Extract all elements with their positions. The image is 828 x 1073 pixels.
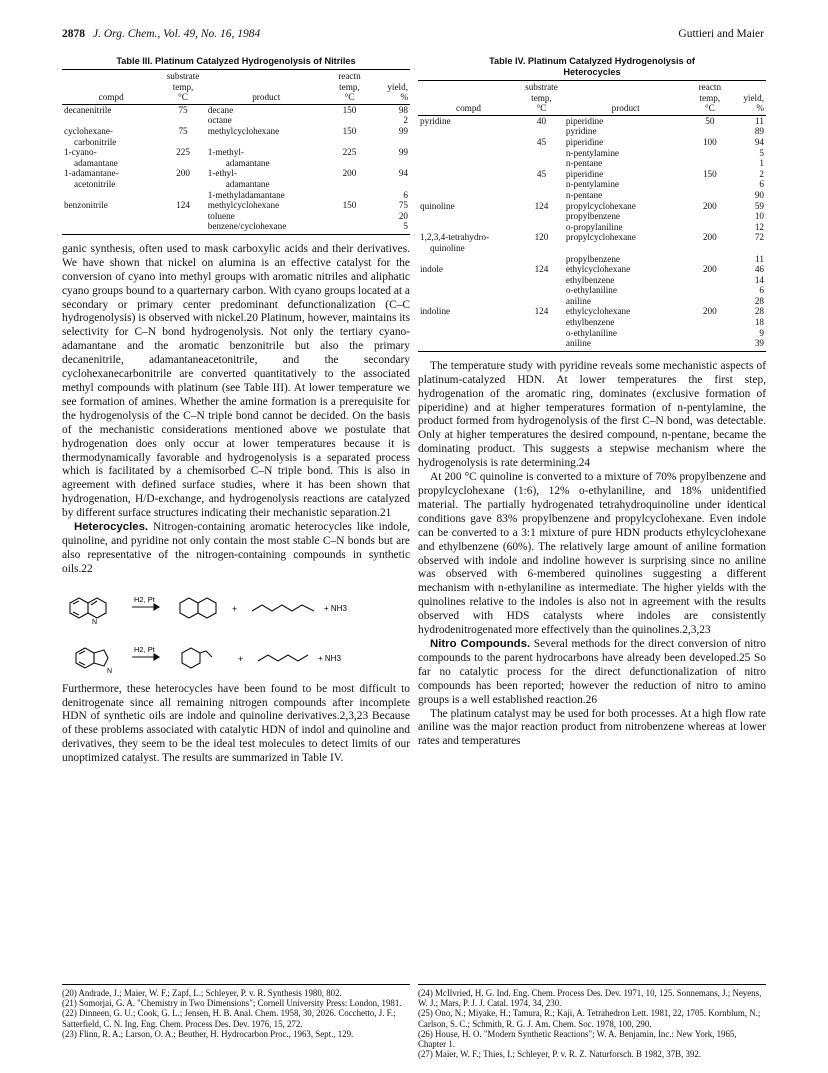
cell-substrate-temp: 225 (176, 147, 190, 158)
cell-compd: cyclohexane- (64, 125, 113, 136)
cell-compd (418, 169, 519, 180)
cell-substrate-temp (160, 221, 205, 234)
table3-header-unit: °C (160, 92, 205, 104)
cell-substrate-temp: 45 (536, 168, 547, 179)
cell-product: 1-ethyl- (207, 168, 237, 179)
cell-reactn-temp (687, 158, 732, 169)
cell-product: benzene/cyclohexane (206, 221, 327, 234)
cell-reactn-temp (687, 317, 732, 328)
cell-reactn-temp (687, 179, 732, 190)
cell-compd (418, 254, 519, 265)
left-body (62, 243, 410, 577)
cell-substrate-temp (519, 158, 564, 169)
cell-reactn-temp (687, 254, 732, 265)
table3-header-unit2: °C (327, 92, 372, 104)
reference: (27) Maier, W. F.; Thies, I.; Schleyer, P. v. R. Z. Naturforsch. B 1982, 37B, 392. (418, 1049, 702, 1060)
table-row (418, 137, 766, 148)
cell-compd: decanenitrile (64, 104, 112, 115)
cell-product: propylcyclohexane (565, 200, 636, 211)
cell-yield: 28 (754, 306, 764, 317)
table-row (62, 221, 410, 234)
cell-yield (372, 158, 410, 169)
cell-yield: 72 (754, 232, 764, 243)
cell-reactn-temp (687, 243, 732, 254)
cell-compd (62, 190, 160, 201)
table4 (418, 80, 766, 352)
cell-product: n-pentylamine (565, 147, 619, 158)
cell-product: ethylbenzene (565, 317, 615, 328)
table-row (62, 126, 410, 137)
cell-substrate-temp (160, 115, 205, 126)
cell-product: n-pentylamine (565, 179, 619, 190)
cell-product: aniline (565, 295, 591, 306)
table3-header-temp: temp, (172, 81, 194, 92)
page-header (62, 28, 764, 44)
cell-product: 1-methyladamantane (207, 189, 285, 200)
cell-substrate-temp: 45 (536, 136, 547, 147)
cell-product: ethylcyclohexane (565, 264, 631, 275)
cell-reactn-temp (327, 179, 372, 190)
cell-yield: 20 (398, 210, 408, 221)
table4-header-temp2: temp, (699, 92, 721, 103)
cell-product: toluene (207, 210, 235, 221)
cell-compd (418, 317, 519, 328)
right-column (418, 56, 766, 749)
cell-yield: 46 (754, 264, 764, 275)
cell-reactn-temp: 200 (702, 264, 717, 275)
table3-header-compd: compd (62, 92, 160, 104)
cell-compd: benzonitrile (64, 200, 108, 211)
table4-header-yield: yield, (743, 92, 764, 103)
cell-compd (418, 275, 519, 286)
cell-compd (418, 222, 519, 233)
table-row (62, 200, 410, 211)
plus-sign: + (238, 653, 244, 664)
cell-reactn-temp (687, 148, 732, 159)
cell-product: piperidine (565, 168, 604, 179)
cell-product: ethylcyclohexane (565, 306, 631, 317)
cell-compd (62, 115, 160, 126)
cell-reactn-temp (327, 158, 372, 169)
cell-yield (372, 137, 410, 148)
cell-substrate-temp (519, 296, 564, 307)
cell-substrate-temp: 200 (176, 168, 190, 179)
cell-product: adamantane (225, 178, 270, 189)
cell-product: aniline (564, 338, 687, 351)
table-row (418, 148, 766, 159)
cell-product: adamantane (225, 157, 270, 168)
table3-header-substrate: substrate (160, 70, 205, 82)
cell-yield: 2 (403, 115, 408, 126)
cell-substrate-temp (519, 254, 564, 265)
cell-yield: 28 (754, 295, 764, 306)
reference: (25) Ono, N.; Miyake, H.; Tamura, R.; Kaji, A. Tetrahedron Lett. 1981, 22, 1705. Kornblum, N.; Carlson, S. C.; Schmith, R. G. J. Am. Chem. Soc. 1978, 100, 290. (418, 1008, 761, 1029)
left-body-after-scheme (62, 683, 410, 766)
cell-yield: 11 (755, 115, 764, 126)
header-left (62, 28, 260, 40)
reaction-scheme (62, 581, 410, 679)
cell-reactn-temp: 200 (702, 200, 717, 211)
cell-yield: 6 (759, 179, 764, 190)
cell-substrate-temp: 120 (534, 232, 549, 243)
table-row (62, 179, 410, 190)
cell-substrate-temp (519, 317, 564, 328)
cell-substrate-temp: 124 (176, 200, 190, 211)
cell-product: methylcyclohexane (207, 125, 280, 136)
table-row (418, 169, 766, 180)
nitro-paragraph (418, 638, 766, 708)
table-row (418, 232, 766, 243)
table-row (62, 190, 410, 201)
cell-substrate-temp (160, 190, 205, 201)
cell-substrate-temp (160, 179, 205, 190)
cell-yield: 11 (755, 253, 764, 264)
cell-reactn-temp (687, 126, 732, 137)
cell-compd (418, 338, 519, 351)
cell-reactn-temp (687, 328, 732, 339)
cell-yield: 99 (398, 125, 408, 136)
cell-substrate-temp (519, 222, 564, 233)
table4-header-substrate: substrate (519, 81, 564, 93)
cell-product: piperidine (565, 136, 604, 147)
table3-body (62, 104, 410, 234)
reference: (24) McIlvried, H. G. Ind. Eng. Chem. Process Des. Dev. 1971, 10, 125. Sonnemans, J.; Neyens, W. J.; Mars, P. J. J. Catal. 1974, 34, 230. (418, 988, 762, 1009)
cell-compd (418, 148, 519, 159)
cell-compd: carbonitrile (74, 136, 117, 147)
cell-substrate-temp (160, 211, 205, 222)
table-row (418, 296, 766, 307)
cell-compd (418, 158, 519, 169)
cell-reactn-temp: 200 (342, 168, 357, 179)
cell-yield: 18 (754, 317, 764, 328)
table4-header-unit: °C (519, 103, 564, 115)
cell-yield: 12 (754, 221, 764, 232)
paragraph-text: Nitrogen-containing aromatic heterocycles like indole, quinoline, and pyridine not only contain the most stable C–N bonds but are also representative of the nitrogen-containing compounds in synthetic oils.22 (62, 521, 410, 575)
table-row (418, 243, 766, 254)
cell-reactn-temp: 150 (342, 125, 357, 136)
right-body (418, 360, 766, 749)
reference: (21) Somorjai, G. A. "Chemistry in Two Dimensions"; Cornell University Press: London, 1981. (62, 998, 402, 1009)
table-row (418, 126, 766, 137)
cell-product: n-pentane (565, 158, 603, 169)
ammonia-label: + NH3 (318, 653, 341, 663)
cell-reactn-temp (327, 221, 372, 234)
cell-compd (418, 285, 519, 296)
paragraph-text: Several methods for the direct conversion of nitro compounds to the parent hydrocarbons have already been developed.25 So far no catalytic process for the direct defunctionalization of nitro compounds has been reported; however the reduction of nitro to amino groups is a well established reaction.26 (418, 637, 766, 706)
cell-reactn-temp (327, 211, 372, 222)
page-number: 2878 (62, 28, 85, 40)
cell-yield: 6 (759, 285, 764, 296)
cell-compd: indole (420, 264, 443, 275)
reference: (23) Flinn, R. A.; Larson, O. A.; Beuther, H. Hydrocarbon Proc., 1963, Sept., 129. (62, 1028, 354, 1039)
table-row (62, 104, 410, 115)
cell-compd (418, 137, 519, 148)
ammonia-label: + NH3 (324, 603, 347, 613)
table4-header-product: product (564, 103, 687, 115)
cell-compd: 1,2,3,4-tetrahydro- (420, 232, 490, 243)
reagent-label: H2, Pt (134, 594, 155, 604)
cell-substrate-temp (519, 179, 564, 190)
cell-yield (372, 179, 410, 190)
cell-yield: 98 (398, 104, 408, 115)
cell-compd (62, 211, 160, 222)
cell-product: propylbenzene (565, 253, 621, 264)
footnotes-right (418, 984, 766, 1059)
cell-reactn-temp: 200 (702, 306, 717, 317)
paragraph: At 200 °C quinoline is converted to a mixture of 70% propylbenzene and propylcyclohexane (1:6), 12% o-ethylaniline, and 18% unidentified material. The partially hydrogenated tetrahydroquinoline under identical conditions gave 83% propylbenzene and propylcyclohexane. Even indole can be converted to a 3:1 mixture of pure HDN products ethylcyclohexane and ethylbenzene (60%). The relatively large amount of aniline formation observed with indole and indoline however is surprising since no aniline was observed with 6-membered quinolines suggesting a different mechanism with n-ethylaniline as intermediate. The higher yields with the quinolines relative to the indoles is also not in agreement with the results observed with HDS catalysts where indoles are consistently hydrodenitrogenated more effectively than the quinolines.2,3,23 (418, 471, 766, 637)
table-row (418, 338, 766, 351)
cell-substrate-temp: 124 (534, 264, 549, 275)
table-row (418, 201, 766, 212)
cell-yield: 14 (754, 274, 764, 285)
cell-substrate-temp: 40 (536, 115, 547, 126)
table-row (418, 264, 766, 275)
cell-yield: 99 (398, 147, 408, 158)
running-authors: Guttieri and Maier (678, 28, 764, 40)
cell-compd: pyridine (420, 115, 451, 126)
heterocycles-paragraph (62, 521, 410, 577)
cell-yield: 59 (754, 200, 764, 211)
cell-product: propylcyclohexane (565, 232, 636, 243)
cell-product: methylcyclohexane (207, 200, 280, 211)
table4-body (418, 115, 766, 351)
table-row (62, 168, 410, 179)
cell-yield: 5 (759, 147, 764, 158)
cell-reactn-temp (687, 285, 732, 296)
cell-reactn-temp: 100 (702, 136, 717, 147)
cell-yield: 90 (754, 189, 764, 200)
cell-compd: quinoline (430, 242, 465, 253)
cell-reactn-temp: 150 (342, 200, 357, 211)
cell-yield: 94 (398, 168, 408, 179)
cell-yield: 1 (759, 158, 764, 169)
table4-caption-line2: Heterocycles (563, 67, 621, 77)
cell-substrate-temp (519, 148, 564, 159)
cell-yield: 2 (759, 168, 764, 179)
cell-substrate-temp (160, 137, 205, 148)
cell-yield: 75 (398, 200, 408, 211)
table-row (418, 190, 766, 201)
cell-product (564, 243, 687, 254)
table-row (418, 275, 766, 286)
cell-yield: 5 (372, 221, 410, 234)
cell-yield: 89 (754, 126, 764, 137)
footnotes-left (62, 984, 410, 1039)
table-row (62, 137, 410, 148)
cell-compd: adamantane (74, 157, 118, 168)
table3-caption: Table III. Platinum Catalyzed Hydrogenolysis of Nitriles (116, 56, 356, 66)
table-row (62, 115, 410, 126)
table-row (418, 285, 766, 296)
cell-product: 1-methyl- (207, 147, 244, 158)
cell-product: o-propylaniline (565, 221, 623, 232)
cell-yield (732, 243, 766, 254)
table-row (418, 254, 766, 265)
cell-compd: quinoline (420, 200, 455, 211)
cell-substrate-temp (519, 275, 564, 286)
cell-compd: acetonitrile (74, 178, 116, 189)
cell-compd (418, 328, 519, 339)
cell-compd: indoline (420, 306, 451, 317)
cell-reactn-temp: 200 (702, 232, 717, 243)
table3-header-temp2: temp, (339, 81, 360, 92)
cell-product: o-ethylaniline (565, 285, 617, 296)
journal-citation: J. Org. Chem., Vol. 49, No. 16, 1984 (93, 28, 261, 40)
cell-substrate-temp (519, 328, 564, 339)
cell-product: piperidine (565, 115, 604, 126)
reagent-label: H2, Pt (134, 644, 155, 654)
paragraph: The temperature study with pyridine reveals some mechanistic aspects of platinum-catalyzed HDN. At lower temperatures the first step, hydrogenation of the aromatic ring, dominates (exclusive formation of piperidine) and at higher temperatures formation of n-pentylamine, the product formed from hydrogenolysis of the first C–N bond, was detectable. Only at higher temperatures the desired compound, n-pentane, became the dominating product. This suggests a stepwise mechanism where the hydrogenolysis is rate determining.24 (418, 359, 766, 470)
table3-header-pct: % (372, 92, 410, 104)
cell-reactn-temp (687, 338, 732, 351)
cell-compd (418, 190, 519, 201)
cell-reactn-temp (687, 275, 732, 286)
cell-product: decane (207, 104, 234, 115)
plus-sign: + (232, 603, 238, 614)
cell-reactn-temp (687, 296, 732, 307)
cell-substrate-temp (519, 338, 564, 351)
table4-header-temp: temp, (531, 92, 552, 103)
cell-reactn-temp (687, 222, 732, 233)
paragraph: Furthermore, these heterocycles have been found to be most difficult to denitrogenate since all remaining nitrogen compounds after incomplete HDN of synthetic oils are indole and quinoline derivatives.2,3,23 Because of these problems associated with catalytic HDN of indol and quinoline and derivatives, they seem to be the ideal test molecules to detect limits of our unoptimized catalyst. The results are summarized in Table IV. (62, 682, 410, 765)
cell-compd (62, 221, 160, 234)
table4-header-unit2: °C (687, 103, 732, 115)
table3-header-reactn: reactn (327, 70, 372, 82)
cell-substrate-temp (519, 190, 564, 201)
cell-product: octane (207, 115, 232, 126)
table-row (62, 147, 410, 158)
cell-reactn-temp (327, 190, 372, 201)
section-heading: Nitro Compounds. (430, 637, 531, 650)
cell-product: ethylbenzene (565, 274, 615, 285)
cell-compd (418, 179, 519, 190)
table-row (418, 179, 766, 190)
table3 (62, 69, 410, 235)
cell-substrate-temp (519, 126, 564, 137)
cell-substrate-temp (160, 158, 205, 169)
cell-yield: 6 (403, 189, 408, 200)
table-row (418, 158, 766, 169)
cell-yield: 10 (754, 211, 764, 222)
cell-yield: 39 (732, 338, 766, 351)
reaction-scheme-drawing (62, 581, 410, 679)
cell-reactn-temp: 150 (702, 168, 717, 179)
cell-product: pyridine (565, 126, 597, 137)
cell-compd (418, 126, 519, 137)
section-heading: Heterocycles. (74, 521, 149, 534)
paragraph: ganic synthesis, often used to mask carboxylic acids and their derivatives. We have shown that nickel on alumina is an effective catalyst for the conversion of cyano into methyl groups with aromatic nitriles and aliphatic cyano groups bound to a quarternary carbon. With cyano groups located at a secondary or primary center predominant defunctionalization (C–C hydrogenolysis) is observed with nickel.20 Platinum, however, maintains its selectivity for C–N bond hydrogenolysis. Not only the tertiary cyano-adamantane and the aromatic benzonitrile but also the primary decanenitrile, adamantaneacetonitrile, and the secondary cyclohexanecarbonitrile are converted quantitatively to the associated methyl compounds with platinum (see Table III). At lower temperature we see formation of amines. Whether the amine formation is a prerequisite for the hydrogenolysis of the C–N triple bond cannot be decided. On the basis of the mechanistic considerations mentioned above we postulate that hydrogenation does only occur at lower temperatures because it is thermodynamically favorable and hydrogenolysis is a separated process which is facilitated by a chemisorbed C–N triple bond. This is also in agreement with defined surface studies, where it has been shown that hydrogenation, H/D-exchange, and hydrogenolysis reactions are catalyzed by different surface structures indicating their mechanistic separation.21 (62, 242, 410, 520)
cell-substrate-temp: 124 (534, 200, 549, 211)
table-row (62, 211, 410, 222)
cell-reactn-temp: 225 (342, 147, 357, 158)
table4-caption (418, 56, 766, 78)
cell-compd (418, 211, 519, 222)
cell-reactn-temp (327, 137, 372, 148)
table-row (62, 158, 410, 169)
cell-product: propylbenzene (565, 211, 621, 222)
table4-header-pct: % (732, 103, 766, 115)
cell-product: o-ethylaniline (565, 327, 617, 338)
table-row (418, 115, 766, 126)
cell-yield: 94 (754, 136, 764, 147)
cell-compd (418, 296, 519, 307)
n-atom-label: N (107, 667, 113, 675)
cell-reactn-temp: 50 (705, 115, 715, 126)
reference: (26) House, H. O. "Modern Synthetic Reactions"; W. A. Benjamin, Inc.: New York, 1965, Chapter 1. (418, 1028, 737, 1050)
cell-substrate-temp (519, 285, 564, 296)
table4-header-compd: compd (418, 103, 519, 115)
cell-reactn-temp: 150 (342, 104, 357, 115)
table3-header-yield: yield, (387, 81, 408, 92)
cell-substrate-temp: 75 (178, 104, 188, 115)
table-row (418, 211, 766, 222)
cell-reactn-temp (327, 115, 372, 126)
left-column (62, 56, 410, 766)
table4-caption-line1: Table IV. Platinum Catalyzed Hydrogenolysis of (489, 56, 695, 66)
cell-compd: 1-cyano- (64, 147, 97, 158)
cell-compd: 1-adamantane- (64, 168, 119, 179)
table-row (418, 222, 766, 233)
table4-header-reactn: reactn (687, 81, 732, 93)
table-row (418, 328, 766, 339)
cell-product (206, 137, 327, 148)
n-atom-label: N (92, 618, 98, 626)
table3-header-product: product (206, 92, 327, 104)
paragraph: The platinum catalyst may be used for both processes. At a high flow rate aniline was the major reaction product from nitrobenzene whereas at lower rates and temperatures (418, 707, 766, 748)
cell-substrate-temp (519, 211, 564, 222)
table-row (418, 317, 766, 328)
cell-yield: 9 (759, 327, 764, 338)
cell-substrate-temp: 75 (178, 125, 188, 136)
cell-reactn-temp (687, 211, 732, 222)
cell-substrate-temp: 124 (534, 306, 549, 317)
cell-product: n-pentane (565, 189, 603, 200)
reference: (22) Dinneen, G. U.; Cook, G. L.; Jensen, H. B. Anal. Chem. 1958, 30, 2026. Cocchetto, J. F.; Satterfield, C. N. Ing. Eng. Chem. Process Des. Dev. 1976, 15, 272. (62, 1008, 396, 1029)
cell-substrate-temp (519, 243, 564, 254)
reference: (20) Andrade, J.; Maier, W. F.; Zapf, L.; Schleyer, P. v. R. Synthesis 1980, 802. (62, 988, 342, 998)
cell-reactn-temp (687, 190, 732, 201)
table-row (418, 306, 766, 317)
